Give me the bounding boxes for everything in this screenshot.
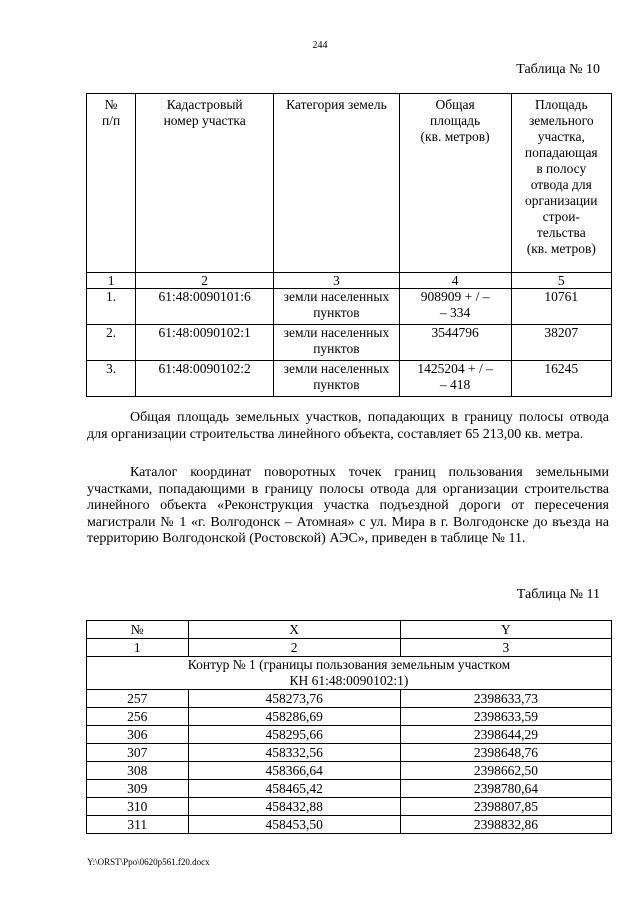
- column-number: 3: [274, 273, 399, 289]
- column-number: 3: [400, 639, 611, 657]
- row-number: 3.: [87, 361, 136, 397]
- point-number: 307: [87, 744, 189, 762]
- row-number: 1.: [87, 289, 136, 325]
- y-coordinate: 2398662,50: [400, 762, 611, 780]
- y-coordinate: 2398644,29: [400, 726, 611, 744]
- contour-title: Контур № 1 (границы пользования земельным участком КН 61:48:0090102:1): [87, 657, 612, 690]
- point-number: 310: [87, 798, 189, 816]
- strip-area: 10761: [511, 289, 611, 325]
- y-coordinate: 2398807,85: [400, 798, 611, 816]
- strip-area: 16245: [511, 361, 611, 397]
- x-coordinate: 458273,76: [188, 690, 400, 708]
- column-number: 1: [87, 273, 136, 289]
- total-area: 3544796: [399, 325, 511, 361]
- y-coordinate: 2398633,59: [400, 708, 611, 726]
- header-strip-area: Площадь земельного участка, попадающая в полосу отвода для организации строи- тельства (кв. метров): [511, 94, 611, 273]
- table-row: [87, 762, 612, 780]
- column-number-row: [87, 639, 612, 657]
- column-number: 4: [399, 273, 511, 289]
- table-header-row: [87, 621, 612, 639]
- point-number: 311: [87, 816, 189, 834]
- land-plots-table: [86, 93, 612, 397]
- header-number: № п/п: [87, 94, 136, 273]
- page-number: 244: [312, 40, 328, 51]
- land-category: земли населенных пунктов: [274, 289, 399, 325]
- x-coordinate: 458286,69: [188, 708, 400, 726]
- table-11-caption: Таблица № 11: [516, 587, 600, 602]
- table-header-row: [87, 94, 612, 273]
- total-area: 1425204 + / – – 418: [399, 361, 511, 397]
- header-cadastral-number: Кадастровый номер участка: [136, 94, 274, 273]
- header-y: Y: [400, 621, 611, 639]
- cadastral-number: 61:48:0090102:2: [136, 361, 274, 397]
- coordinates-table: [86, 620, 612, 834]
- table-row: [87, 798, 612, 816]
- column-number-row: [87, 273, 612, 289]
- column-number: 5: [511, 273, 611, 289]
- table-row: [87, 325, 612, 361]
- x-coordinate: 458465,42: [188, 780, 400, 798]
- point-number: 309: [87, 780, 189, 798]
- y-coordinate: 2398633,73: [400, 690, 611, 708]
- y-coordinate: 2398648,76: [400, 744, 611, 762]
- land-category: земли населенных пунктов: [274, 325, 399, 361]
- column-number: 2: [136, 273, 274, 289]
- table-10-caption: Таблица № 10: [516, 62, 600, 77]
- table-row: [87, 726, 612, 744]
- strip-area: 38207: [511, 325, 611, 361]
- row-number: 2.: [87, 325, 136, 361]
- y-coordinate: 2398832,86: [400, 816, 611, 834]
- point-number: 257: [87, 690, 189, 708]
- table-row: [87, 780, 612, 798]
- land-category: земли населенных пунктов: [274, 361, 399, 397]
- x-coordinate: 458432,88: [188, 798, 400, 816]
- cadastral-number: 61:48:0090101:6: [136, 289, 274, 325]
- table-row: [87, 690, 612, 708]
- table-row: [87, 816, 612, 834]
- total-area: 908909 + / – – 334: [399, 289, 511, 325]
- contour-row: [87, 657, 612, 690]
- cadastral-number: 61:48:0090102:1: [136, 325, 274, 361]
- catalog-paragraph: Каталог координат поворотных точек границ пользования земельными участками, попадающими в границу полосы отвода для организации строительства линейного объекта «Реконструкция участка подъездной дороги от пересечения магистрали № 1 «г. Волгодонск – Атомная» с ул. Мира в г. Волгодонске до въезда на территорию Волгодонской (Ростовской) АЭС», приведен в таблице № 11.: [87, 465, 609, 546]
- table-row: [87, 361, 612, 397]
- table-row: [87, 708, 612, 726]
- header-x: X: [188, 621, 400, 639]
- x-coordinate: 458332,56: [188, 744, 400, 762]
- column-number: 2: [188, 639, 400, 657]
- header-point-number: №: [87, 621, 189, 639]
- header-total-area: Общая площадь (кв. метров): [399, 94, 511, 273]
- point-number: 256: [87, 708, 189, 726]
- column-number: 1: [87, 639, 189, 657]
- table-row: [87, 744, 612, 762]
- table-row: [87, 289, 612, 325]
- y-coordinate: 2398780,64: [400, 780, 611, 798]
- x-coordinate: 458366,64: [188, 762, 400, 780]
- header-land-category: Категория земель: [274, 94, 399, 273]
- point-number: 308: [87, 762, 189, 780]
- total-area-paragraph: Общая площадь земельных участков, попадающих в границу полосы отвода для организации строительства линейного объекта, составляет 65 213,00 кв. метра.: [87, 410, 609, 442]
- document-file-path: Y:\ORST\Ppo\0620p561.f20.docx: [87, 857, 210, 867]
- x-coordinate: 458453,50: [188, 816, 400, 834]
- x-coordinate: 458295,66: [188, 726, 400, 744]
- point-number: 306: [87, 726, 189, 744]
